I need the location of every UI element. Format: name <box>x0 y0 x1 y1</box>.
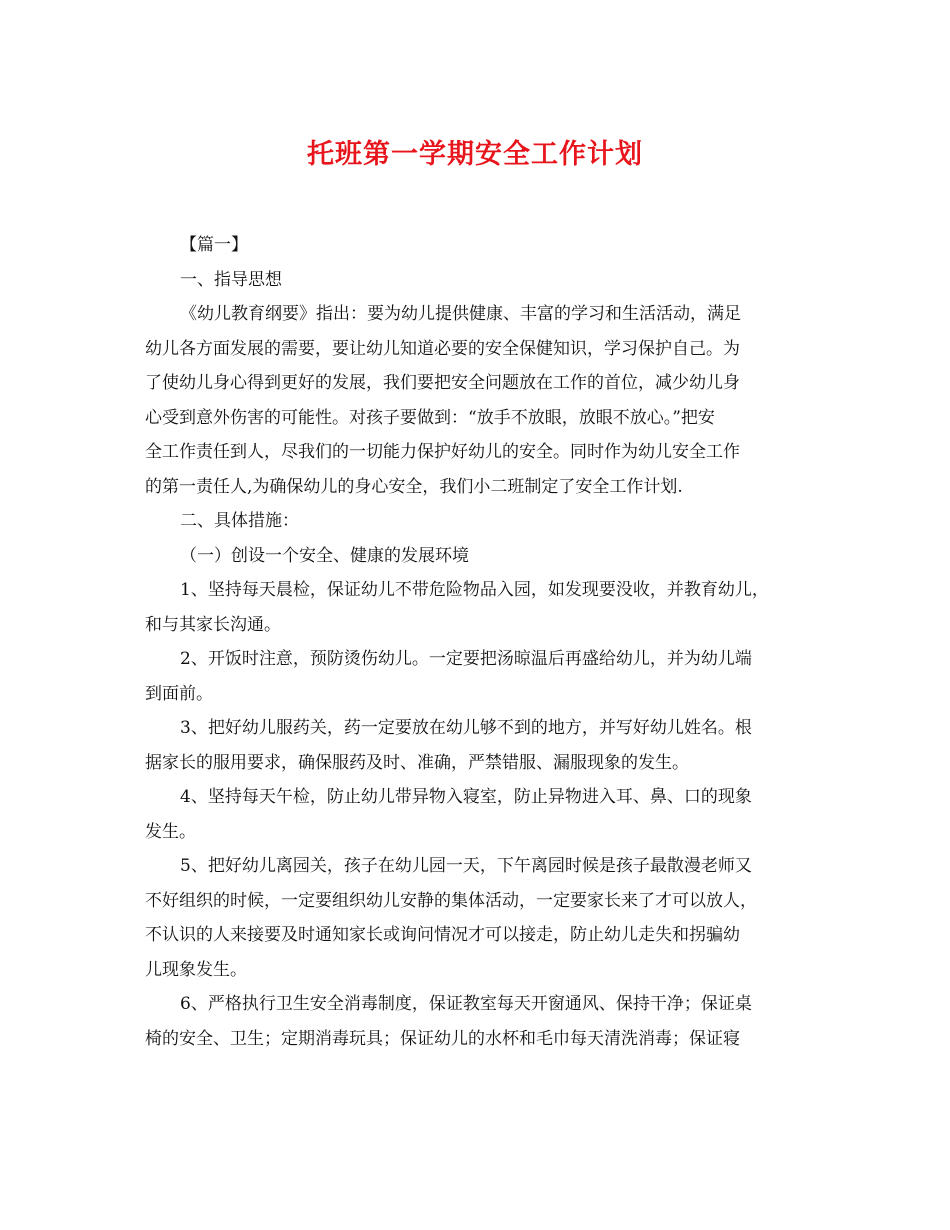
text-line: 二、具体措施： <box>180 511 299 531</box>
document-title: 托班第一学期安全工作计划 <box>307 139 643 170</box>
text-line: 的第一责任人,为确保幼儿的身心安全，我们小二班制定了安全工作计划. <box>145 476 683 497</box>
text-line: 全工作责任到人，尽我们的一切能力保护好幼儿的安全。同时作为幼儿安全工作 <box>145 442 740 462</box>
text-line: 椅的安全、卫生；定期消毒玩具；保证幼儿的水杯和毛巾每天清洗消毒；保证寝 <box>145 1028 740 1049</box>
text-line: 1、坚持每天晨检，保证幼儿不带危险物品入园，如发现要没收，并教育幼儿， <box>180 580 769 600</box>
text-line: 【篇一】 <box>180 235 248 255</box>
text-line: 不好组织的时候，一定要组织幼儿安静的集体活动，一定要家长来了才可以放人， <box>145 890 757 911</box>
text-line: 一、指导思想 <box>180 269 282 290</box>
text-line: 不认识的人来接要及时通知家长或询问情况才可以接走，防止幼儿走失和拐骗幼 <box>145 925 740 945</box>
text-line: 3、把好幼儿服药关，药一定要放在幼儿够不到的地方，并写好幼儿姓名。根 <box>180 718 752 738</box>
text-line: 据家长的服用要求，确保服药及时、准确，严禁错服、漏服现象的发生。 <box>145 752 689 773</box>
document-body <box>145 228 813 1056</box>
text-line: 了使幼儿身心得到更好的发展，我们要把安全问题放在工作的首位，减少幼儿身 <box>145 373 740 393</box>
text-line: 心受到意外伤害的可能性。对孩子要做到：“放手不放眼，放眼不放心。”把安 <box>145 407 715 428</box>
text-line: 4、坚持每天午检，防止幼儿带异物入寝室，防止异物进入耳、鼻、口的现象 <box>180 787 752 807</box>
text-line: 和与其家长沟通。 <box>145 614 281 635</box>
text-line: 2、开饭时注意，预防烫伤幼儿。一定要把汤晾温后再盛给幼儿，并为幼儿端 <box>180 649 752 669</box>
text-line: 发生。 <box>145 821 196 842</box>
text-line: 《幼儿教育纲要》指出：要为幼儿提供健康、丰富的学习和生活活动，满足 <box>180 304 741 324</box>
text-line: 到面前。 <box>145 683 213 704</box>
text-line: 5、把好幼儿离园关，孩子在幼儿园一天，下午离园时候是孩子最散漫老师又 <box>180 856 752 876</box>
text-line: 儿现象发生。 <box>145 959 247 980</box>
text-line: 6、严格执行卫生安全消毒制度，保证教室每天开窗通风、保持干净；保证桌 <box>180 994 752 1014</box>
text-line: （一）创设一个安全、健康的发展环境 <box>180 545 469 566</box>
text-line: 幼儿各方面发展的需要，要让幼儿知道必要的安全保健知识，学习保护自己。为 <box>145 338 740 359</box>
